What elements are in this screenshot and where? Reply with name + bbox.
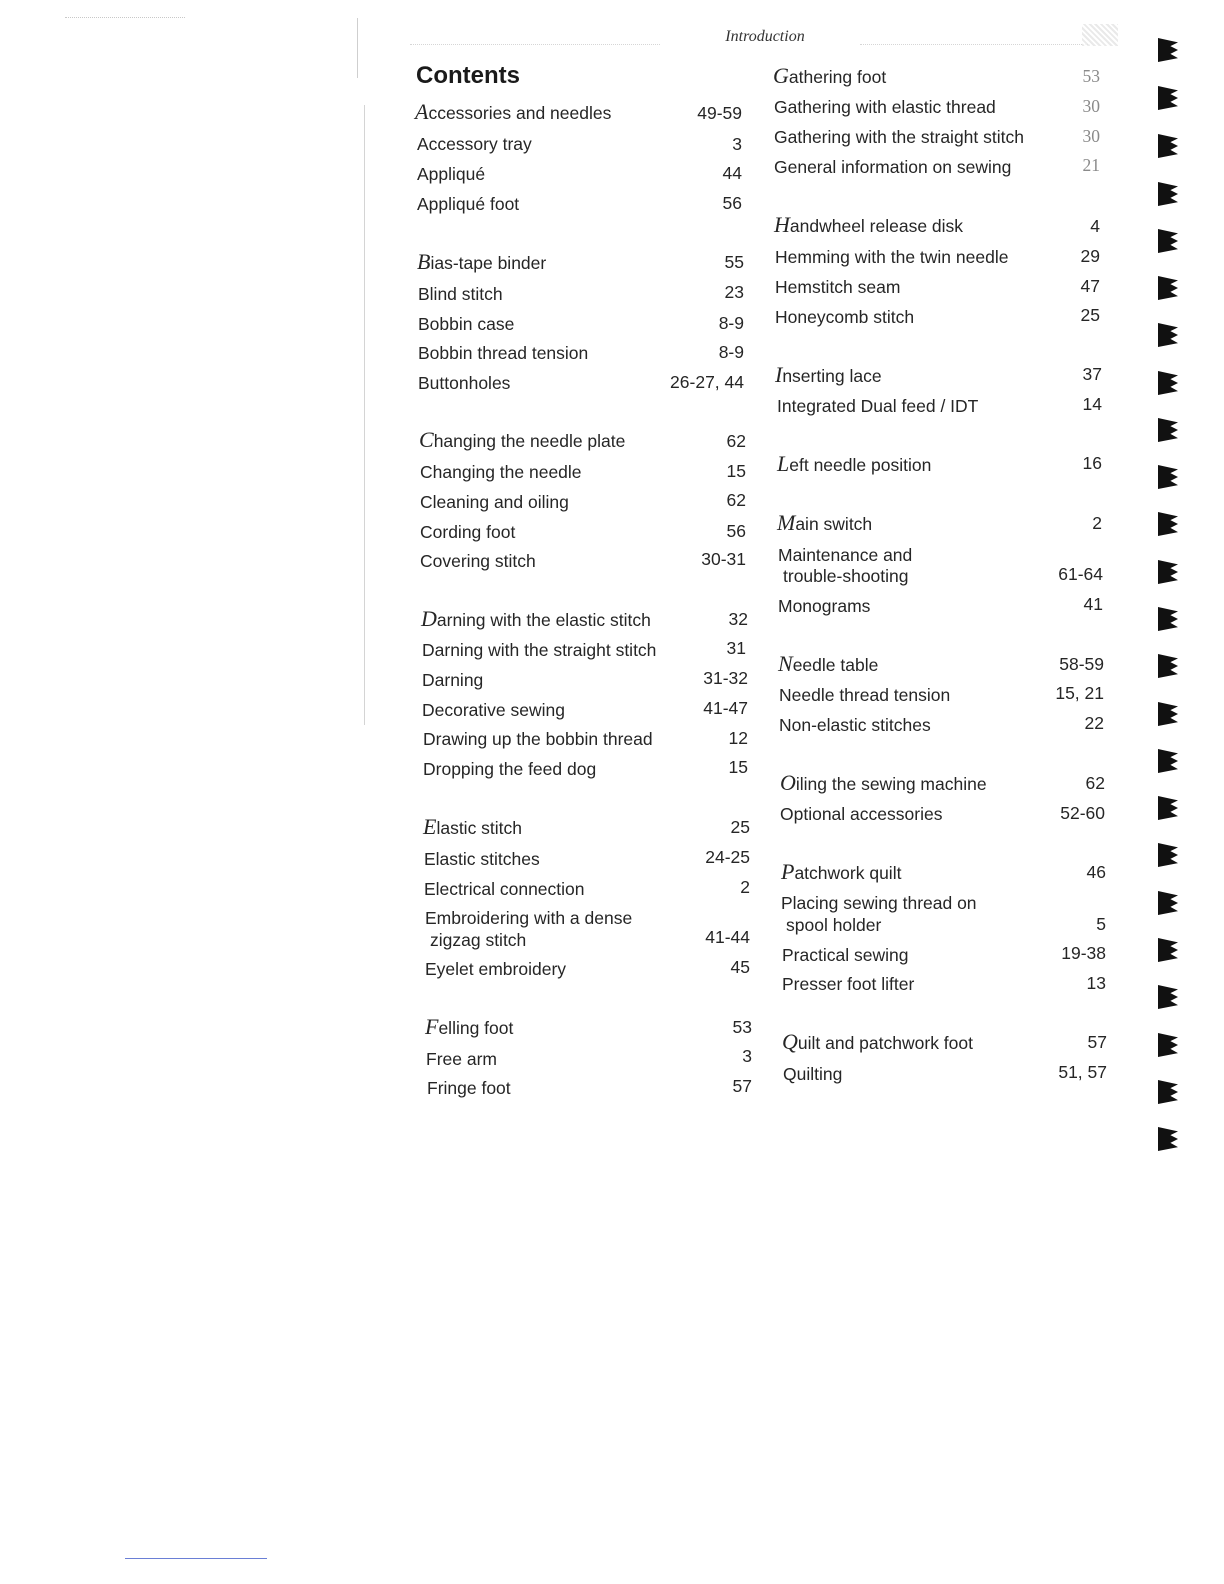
page-number: 30 — [1082, 126, 1100, 146]
page-link-underline[interactable] — [125, 1558, 267, 1559]
thumb-index-tab — [1158, 938, 1178, 962]
page-number: 58-59 — [1059, 654, 1104, 674]
index-entry: Quilting — [783, 1064, 843, 1084]
page-number: 41-44 — [705, 927, 750, 947]
page-number: 31 — [726, 638, 746, 658]
page-number: 3 — [742, 1046, 752, 1066]
thumb-index-tab — [1158, 465, 1178, 489]
page-number: 46 — [1086, 862, 1106, 882]
binding-shadow — [357, 18, 358, 78]
index-entry: Monograms — [778, 596, 871, 616]
page-number: 25 — [730, 817, 750, 837]
index-entry: Practical sewing — [782, 945, 909, 965]
binding-shadow — [364, 105, 365, 725]
page-number: 8-9 — [718, 342, 744, 362]
page-number: 53 — [1082, 66, 1100, 86]
page-number: 31-32 — [703, 668, 748, 688]
thumb-index-tab — [1158, 654, 1178, 678]
page-number: 32 — [728, 609, 748, 629]
index-entry: Bobbin thread tension — [418, 343, 589, 363]
thumb-index-tab — [1158, 418, 1178, 442]
thumb-index-tab — [1158, 229, 1178, 253]
page-number: 57 — [732, 1076, 752, 1096]
page-number: 8-9 — [718, 313, 744, 333]
index-entry: Darning with the straight stitch — [422, 640, 657, 660]
index-entry: Free arm — [426, 1049, 497, 1069]
index-entry: Gathering with the straight stitch — [774, 127, 1024, 147]
page-number: 16 — [1082, 453, 1102, 473]
index-entry: Electrical connection — [424, 879, 585, 899]
page-number: 5 — [1096, 914, 1106, 934]
page-number: 14 — [1082, 394, 1102, 414]
thumb-index-tab — [1158, 607, 1178, 631]
page-number: 52-60 — [1060, 803, 1105, 823]
index-entry: Placing sewing thread on — [781, 893, 977, 913]
index-entry: Quilt and patchwork foot — [782, 1029, 973, 1054]
thumb-index-tab — [1158, 276, 1178, 300]
thumb-index-tab — [1158, 512, 1178, 536]
page-number: 4 — [1090, 216, 1100, 236]
page-number: 37 — [1082, 364, 1102, 384]
page-number: 44 — [722, 163, 742, 183]
page-number: 57 — [1087, 1032, 1107, 1052]
thumb-index-tab — [1158, 1080, 1178, 1104]
index-entry: General information on sewing — [774, 157, 1012, 177]
index-entry: Buttonholes — [418, 373, 511, 393]
index-entry: Maintenance and — [778, 545, 913, 565]
page-number: 23 — [724, 282, 744, 302]
index-entry: Dropping the feed dog — [423, 759, 597, 779]
index-entry: Bobbin case — [418, 314, 515, 334]
page-number: 2 — [1092, 513, 1102, 533]
index-entry: Drawing up the bobbin thread — [423, 729, 653, 749]
page-title: Contents — [416, 62, 520, 89]
thumb-index-tab — [1158, 796, 1178, 820]
index-entry: Optional accessories — [780, 804, 943, 824]
page-number: 3 — [732, 134, 742, 154]
index-entry: Changing the needle plate — [419, 427, 626, 452]
page-number: 26-27, 44 — [670, 372, 744, 392]
thumb-index-tab — [1158, 1033, 1178, 1057]
page-number: 55 — [724, 252, 744, 272]
page-number: 19-38 — [1061, 943, 1106, 963]
page-number: 13 — [1086, 973, 1106, 993]
thumb-index-tab — [1158, 371, 1178, 395]
index-entry: Accessories and needles — [415, 99, 612, 124]
page-number: 15 — [728, 757, 748, 777]
index-entry: Inserting lace — [775, 362, 882, 387]
index-entry: Main switch — [777, 510, 873, 535]
index-entry: Oiling the sewing machine — [780, 770, 987, 795]
thumb-index-tab — [1158, 182, 1178, 206]
index-entry: Needle thread tension — [779, 685, 951, 705]
running-head: Introduction — [725, 28, 805, 45]
page-number: 51, 57 — [1058, 1062, 1107, 1082]
index-entry: Handwheel release disk — [774, 212, 964, 237]
index-entry: Gathering with elastic thread — [774, 97, 996, 117]
index-entry: Accessory tray — [417, 134, 532, 154]
index-entry: Bias-tape binder — [417, 249, 547, 274]
page-number: 29 — [1080, 246, 1100, 266]
index-entry: Cleaning and oiling — [420, 492, 569, 512]
page-number: 24-25 — [705, 847, 750, 867]
index-entry: Decorative sewing — [422, 700, 565, 720]
index-entry-continued: spool holder — [786, 915, 882, 935]
index-entry: Patchwork quilt — [781, 859, 902, 884]
thumb-index-tab — [1158, 323, 1178, 347]
page-number: 47 — [1080, 276, 1100, 296]
page-number: 53 — [732, 1017, 752, 1037]
thumb-index-tab — [1158, 134, 1178, 158]
page-number: 25 — [1080, 305, 1100, 325]
index-entry: Eyelet embroidery — [425, 959, 567, 979]
index-entry: Darning with the elastic stitch — [421, 606, 651, 631]
thumb-index-tab — [1158, 560, 1178, 584]
page-number: 62 — [726, 431, 746, 451]
page-number: 2 — [740, 877, 750, 897]
index-entry: Left needle position — [777, 451, 932, 476]
index-entry: Appliqué foot — [417, 194, 520, 214]
page-number: 41-47 — [703, 698, 748, 718]
page-number: 22 — [1084, 713, 1104, 733]
index-entry: Hemstitch seam — [775, 277, 901, 297]
thumb-index-tab — [1158, 891, 1178, 915]
index-entry: Fringe foot — [427, 1078, 511, 1098]
index-entry: Blind stitch — [418, 284, 503, 304]
index-entry: Elastic stitches — [424, 849, 540, 869]
index-entry: Honeycomb stitch — [775, 307, 915, 327]
page-number: 61-64 — [1058, 564, 1103, 584]
thumb-index-tab — [1158, 749, 1178, 773]
index-entry: Elastic stitch — [423, 814, 523, 839]
page-number: 62 — [1085, 773, 1105, 793]
index-entry: Embroidering with a dense — [425, 908, 633, 928]
page-number: 41 — [1083, 594, 1103, 614]
index-entry: Felling foot — [425, 1014, 514, 1039]
index-entry: Hemming with the twin needle — [775, 247, 1009, 267]
page-number: 56 — [726, 521, 746, 541]
index-entry: Presser foot lifter — [782, 974, 915, 994]
thumb-index-tab — [1158, 86, 1178, 110]
page-number: 15, 21 — [1055, 683, 1104, 703]
scan-smudge — [1082, 24, 1118, 46]
index-entry: Non-elastic stitches — [779, 715, 931, 735]
thumb-index-tab — [1158, 702, 1178, 726]
scan-speck — [65, 17, 185, 20]
index-entry: Gathering foot — [773, 63, 887, 88]
index-entry: Needle table — [778, 651, 879, 676]
scan-noise — [860, 44, 1090, 46]
thumb-index-tab — [1158, 38, 1178, 62]
page-number: 30 — [1082, 96, 1100, 116]
page-number: 15 — [726, 461, 746, 481]
thumb-index-tab — [1158, 843, 1178, 867]
page-number: 30-31 — [701, 549, 746, 569]
index-entry: Changing the needle — [420, 462, 582, 482]
thumb-index-tab — [1158, 1127, 1178, 1151]
page-number: 45 — [730, 957, 750, 977]
page-number: 56 — [722, 193, 742, 213]
index-entry-continued: zigzag stitch — [430, 930, 527, 950]
page-number: 49-59 — [697, 103, 742, 123]
index-entry-continued: trouble-shooting — [783, 566, 909, 586]
page-number: 12 — [728, 728, 748, 748]
index-entry: Covering stitch — [420, 551, 536, 571]
index-entry: Darning — [422, 670, 484, 690]
scan-noise — [410, 44, 660, 46]
page-number: 21 — [1082, 155, 1100, 175]
index-entry: Appliqué — [417, 164, 486, 184]
thumb-index-tab — [1158, 985, 1178, 1009]
page-number: 62 — [726, 490, 746, 510]
index-entry: Cording foot — [420, 522, 516, 542]
index-entry: Integrated Dual feed / IDT — [777, 396, 979, 416]
